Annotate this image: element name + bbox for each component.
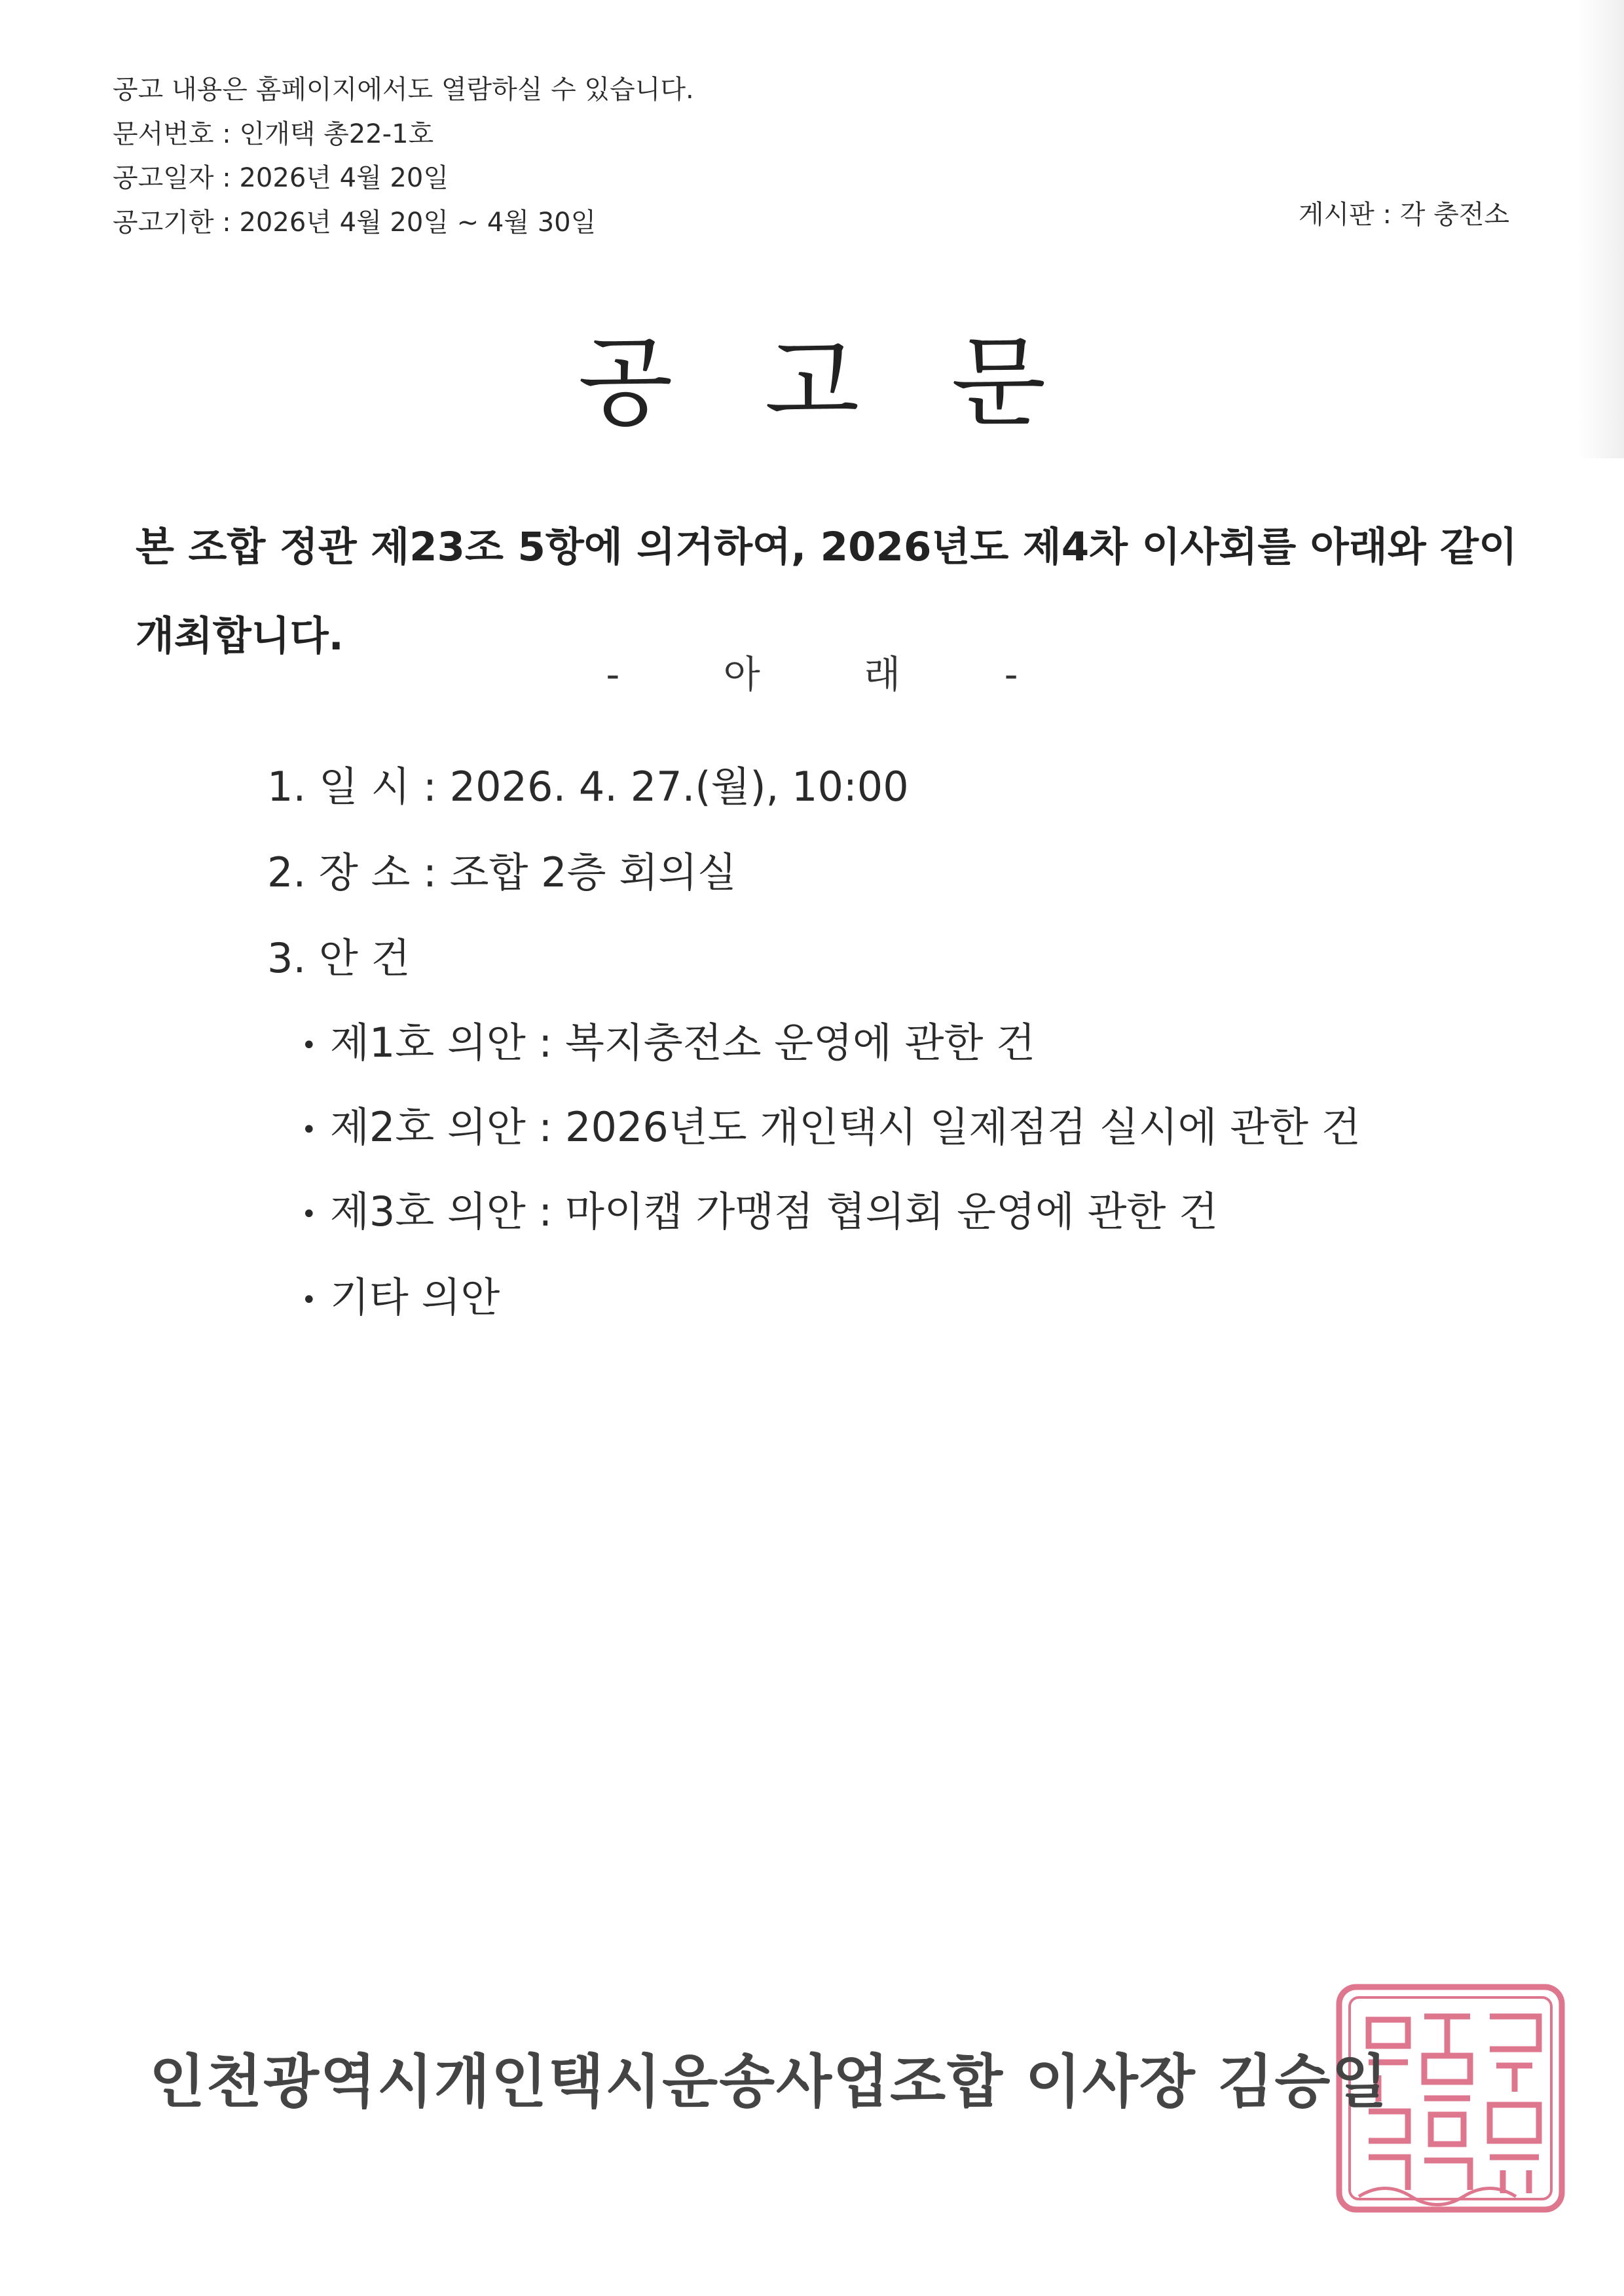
- agenda-item-text: 제3호 의안 : 마이캡 가맹점 협의회 운영에 관한 건: [330, 1188, 1218, 1235]
- item-datetime: 1. 일 시 : 2026. 4. 27.(월), 10:00: [267, 763, 909, 811]
- agenda-item-text: 제2호 의안 : 2026년도 개인택시 일제점검 실시에 관한 건: [330, 1103, 1361, 1151]
- agenda-item: [301, 1186, 1218, 1241]
- intro-paragraph: 본 조합 정관 제23조 5항에 의거하여, 2026년도 제4차 이사회를 아래와 같이 개최합니다.: [136, 524, 1517, 659]
- agenda-item-text: 제1호 의안 : 복지충전소 운영에 관한 건: [330, 1019, 1035, 1066]
- homepage-notice: 공고 내용은 홈페이지에서도 열람하실 수 있습니다.: [113, 75, 694, 105]
- bullet-icon: •: [301, 1285, 317, 1315]
- item-place: 2. 장 소 : 조합 2층 회의실: [267, 848, 737, 896]
- below-heading: - 아 래 -: [606, 652, 1064, 697]
- notice-date: 공고일자 : 2026년 4월 20일: [113, 163, 449, 193]
- page-title: 공고문: [578, 326, 1138, 440]
- bullet-icon: •: [301, 1030, 317, 1061]
- bullet-icon: •: [301, 1114, 317, 1145]
- agenda-item: [301, 1271, 500, 1326]
- document-number: 문서번호 : 인개택 총22-1호: [113, 119, 434, 149]
- bullet-icon: •: [301, 1199, 317, 1230]
- signature-line: 인천광역시개인택시운송사업조합 이사장 김승일: [149, 2048, 1389, 2115]
- item-agenda-heading: 3. 안 건: [267, 934, 411, 982]
- agenda-item: [301, 1101, 1361, 1156]
- bulletin-board: 게시판 : 각 충전소: [1298, 200, 1509, 230]
- notice-period: 공고기한 : 2026년 4월 20일 ~ 4월 30일: [113, 208, 597, 238]
- agenda-item-text: 기타 의안: [330, 1273, 500, 1321]
- agenda-item: [301, 1017, 1035, 1072]
